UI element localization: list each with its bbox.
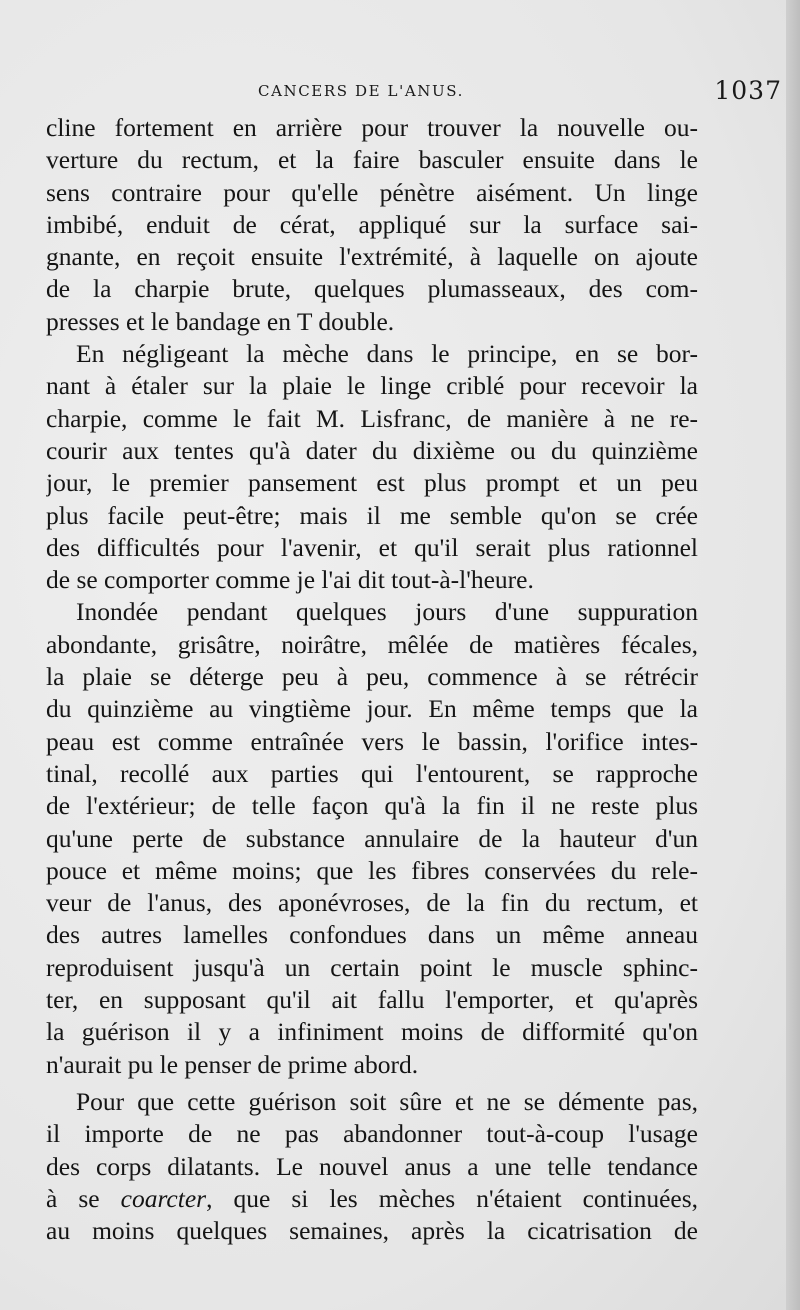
text-line xyxy=(46,467,698,499)
text-line-content: du quinzième au vingtième jour. En même temps que la xyxy=(46,694,698,724)
text-line xyxy=(46,338,698,370)
text-line-content: des corps dilatants. Le nouvel anus a une telle tendance xyxy=(46,1151,698,1181)
text-line-content: la guérison il y a infiniment moins de difformité qu'on xyxy=(46,1017,698,1047)
text-line-content: sens contraire pour qu'elle pénètre aisément. Un linge xyxy=(46,177,698,207)
text-line xyxy=(46,984,698,1016)
text-line-content: de se comporter comme je l'ai dit tout-à-l'heure. xyxy=(46,565,534,595)
text-line-content: courir aux tentes qu'à dater du dixième ou du quinzième xyxy=(46,435,698,465)
text-line-content: tinal, recollé aux parties qui l'entourent, se rapproche xyxy=(46,758,698,788)
italic-word: coarcter xyxy=(120,1183,207,1213)
text-line-content: de l'extérieur; de telle façon qu'à la fin il ne reste plus xyxy=(46,791,698,821)
text-line-content: la plaie se déterge peu à peu, commence à se rétrécir xyxy=(46,662,698,692)
text-line-content: cline fortement en arrière pour trouver la nouvelle ou- xyxy=(46,113,698,142)
text-line xyxy=(46,273,698,305)
text-line xyxy=(46,306,698,338)
text-line xyxy=(46,500,698,532)
text-line-content: abondante, grisâtre, noirâtre, mêlée de matières fécales, xyxy=(46,629,698,659)
text-line-content: plus facile peut-être; mais il me semble qu'on se crée xyxy=(46,500,698,530)
body-text xyxy=(46,112,698,1247)
text-line xyxy=(46,855,698,887)
text-line-content: de la charpie brute, quelques plumasseaux, des com- xyxy=(46,274,698,304)
text-line xyxy=(46,209,698,241)
text-line xyxy=(46,1151,698,1183)
text-line-content: En négligeant la mèche dans le principe, en se bor- xyxy=(76,339,698,369)
text-line-content: nant à étaler sur la plaie le linge criblé pour recevoir la xyxy=(46,371,698,401)
text-line-content: presses et le bandage en T double. xyxy=(46,306,395,336)
text-line-content: imbibé, enduit de cérat, appliqué sur la surface sai- xyxy=(46,209,698,239)
text-line-content: Pour que cette guérison soit sûre et ne se démente pas, xyxy=(76,1086,698,1116)
text-line-continuation: , que si les mèches n'étaient continuées, xyxy=(206,1183,698,1213)
text-line xyxy=(46,629,698,661)
text-line xyxy=(46,403,698,435)
text-line-content: à se xyxy=(46,1183,121,1213)
text-line-content: peau est comme entraînée vers le bassin, l'orifice intes- xyxy=(46,726,698,756)
text-line-content: Inondée pendant quelques jours d'une suppuration xyxy=(76,597,698,627)
text-line-content: charpie, comme le fait M. Lisfranc, de manière à ne re- xyxy=(46,403,698,433)
text-line xyxy=(46,564,698,596)
text-line-content: reproduisent jusqu'à un certain point le muscle sphinc- xyxy=(46,952,698,982)
text-line xyxy=(46,435,698,467)
text-line-content: qu'une perte de substance annulaire de la hauteur d'un xyxy=(46,823,698,853)
page-number: 1037 xyxy=(714,76,782,105)
text-line xyxy=(46,693,698,725)
text-line xyxy=(46,661,698,693)
text-line xyxy=(46,758,698,790)
text-line-content: il importe de ne pas abandonner tout-à-coup l'usage xyxy=(46,1119,698,1149)
text-line xyxy=(46,952,698,984)
text-line xyxy=(46,1183,698,1215)
text-line xyxy=(46,726,698,758)
page-edge xyxy=(786,0,800,1310)
text-line-content: gnante, en reçoit ensuite l'extrémité, à laquelle on ajoute xyxy=(46,242,698,272)
text-line-content: jour, le premier pansement est plus prompt et un peu xyxy=(46,468,698,498)
text-line-content: veur de l'anus, des aponévroses, de la fin du rectum, et xyxy=(46,888,698,918)
text-line xyxy=(46,1118,698,1150)
text-line xyxy=(46,1016,698,1048)
text-line xyxy=(46,370,698,402)
page-header xyxy=(0,72,786,112)
text-line-content: au moins quelques semaines, après la cicatrisation de xyxy=(46,1216,698,1246)
text-line-content: des autres lamelles confondues dans un même anneau xyxy=(46,920,698,950)
text-line xyxy=(46,1049,698,1081)
text-line-content: n'aurait pu le penser de prime abord. xyxy=(46,1049,419,1079)
text-line xyxy=(46,823,698,855)
text-line xyxy=(46,1086,698,1118)
text-line xyxy=(46,532,698,564)
text-line-content: ter, en supposant qu'il ait fallu l'emporter, et qu'après xyxy=(46,985,698,1015)
text-line xyxy=(46,144,698,176)
text-line-content: verture du rectum, et la faire basculer ensuite dans le xyxy=(46,145,698,175)
running-title: CANCERS DE L'ANUS. xyxy=(258,82,464,100)
text-line xyxy=(46,1215,698,1247)
text-line xyxy=(46,887,698,919)
text-line xyxy=(46,112,698,144)
text-line xyxy=(46,790,698,822)
text-line xyxy=(46,241,698,273)
text-line-content: pouce et même moins; que les fibres conservées du rele- xyxy=(46,855,698,885)
text-line xyxy=(46,596,698,628)
text-line xyxy=(46,919,698,951)
text-line xyxy=(46,177,698,209)
text-line-content: des difficultés pour l'avenir, et qu'il serait plus rationnel xyxy=(46,532,698,562)
